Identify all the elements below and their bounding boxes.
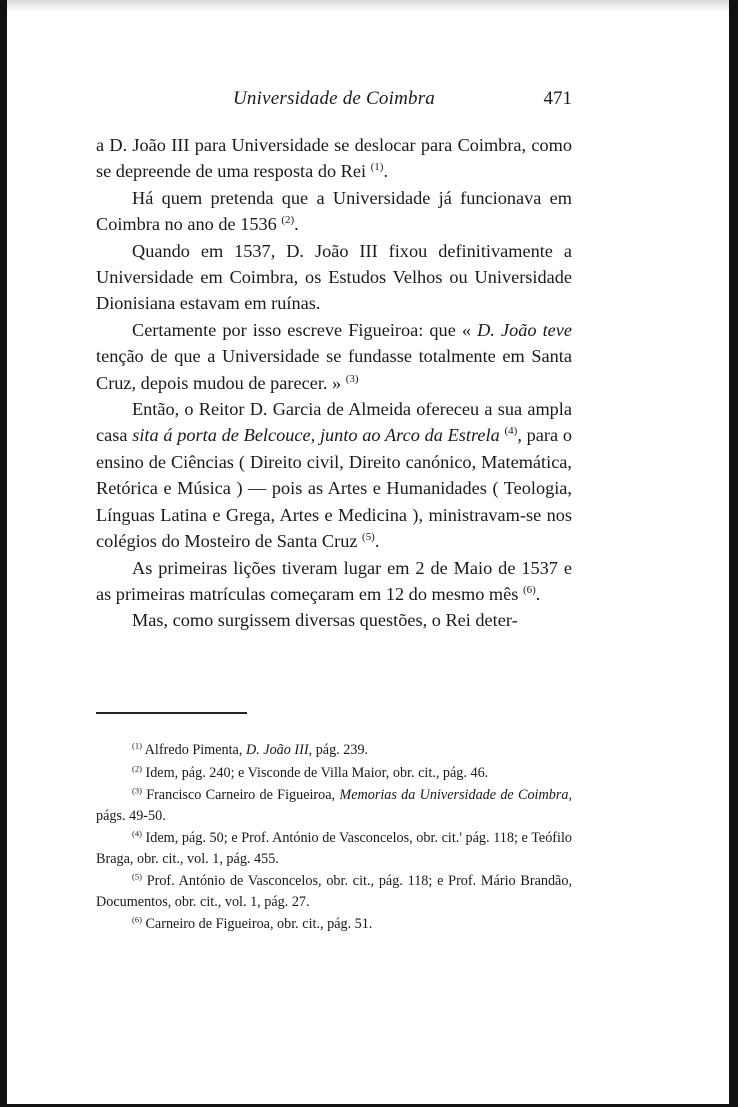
scan-border-left	[0, 0, 7, 1107]
footnote-number: (5)	[132, 871, 142, 882]
footnote-ref: (2)	[281, 214, 295, 227]
footnote-number: (1)	[132, 740, 142, 751]
footnote-number: (3)	[132, 785, 142, 796]
paragraph	[96, 317, 572, 396]
footnote-ref: (1)	[370, 161, 384, 174]
footnote	[96, 785, 572, 826]
footnote-ref: (5)	[362, 531, 375, 543]
paragraph	[96, 132, 572, 185]
footnote-number: (2)	[132, 762, 142, 773]
footnote	[96, 763, 572, 784]
paragraph-text: Mas, como surgissem diversas questões, o Rei deter-	[132, 610, 518, 631]
paragraph	[96, 396, 572, 554]
footnote-text: Francisco Carneiro de Figueiroa,	[141, 787, 340, 803]
paragraph-text: As primeiras lições tiveram lugar em 2 de Maio de 1537 e as primeiras matrículas começaram em 12 do mesmo mês	[96, 557, 572, 604]
paragraph-text: Então, o Reitor D. Garcia de Almeida ofereceu a sua ampla casa	[96, 399, 572, 446]
footnote	[96, 871, 572, 912]
paragraph-text: a D. João III para Universidade se deslocar para Coimbra, como se depreende de uma resposta do Rei	[96, 135, 572, 182]
footnote-text: Idem, pág. 240; e Visconde de Villa Maior, obr. cit., pág. 46.	[141, 764, 489, 781]
footnote-number: (4)	[132, 828, 142, 839]
scan-top-shade	[7, 0, 729, 12]
footnotes	[96, 740, 572, 937]
paragraph-text: tenção de que a Universidade se fundasse totalmente em Santa Cruz, depois mudou de parecer. »	[96, 346, 572, 393]
footnote-text: pág. 239.	[312, 742, 369, 758]
paragraph	[96, 555, 572, 608]
paragraph-text: Quando em 1537, D. João III fixou definitivamente a Universidade em Coimbra, os Estudos Velhos ou Universidade Dionisiana estavam em ruínas.	[96, 240, 572, 314]
running-title: Universidade de Coimbra	[233, 88, 435, 109]
italic-text: Memorias da Universidade de Coimbra,	[339, 787, 572, 803]
footnote-ref: (4)	[504, 425, 518, 438]
paragraph	[96, 185, 572, 238]
footnote	[96, 740, 572, 761]
footnote-text: Alfredo Pimenta,	[141, 742, 246, 758]
footnote	[96, 914, 572, 935]
paragraph-text: .	[294, 214, 299, 235]
paragraph	[96, 607, 572, 633]
footnote-ref: (3)	[345, 372, 359, 385]
italic-text: D. João teve	[477, 319, 572, 340]
footnote-number: (6)	[132, 914, 142, 925]
body-text	[96, 132, 572, 634]
footnote-text: págs. 49-50.	[96, 807, 166, 824]
scan-border-right	[729, 0, 738, 1107]
page-header	[96, 88, 572, 116]
paragraph-text: .	[383, 161, 389, 182]
footnote-divider	[96, 712, 247, 714]
paragraph	[96, 238, 572, 317]
italic-text: sita á porta de Belcouce, junto ao Arco da Estrela	[132, 425, 500, 446]
italic-text: D. João III,	[245, 742, 313, 758]
paragraph-text: Certamente por isso escreve Figueiroa: que «	[132, 319, 478, 340]
footnote-text: Carneiro de Figueiroa, obr. cit., pág. 51.	[141, 916, 373, 932]
paragraph-text: , para o ensino de Ciências ( Direito civil, Direito canónico, Matemática, Retórica e Música ) — pois as Artes e Humanidades ( Teologia, Línguas Latina e Grega, Artes e Medicina ), ministravam-se nos colégios do Mosteiro de Santa Cruz	[96, 425, 572, 552]
footnote-text: Prof. António de Vasconcelos, obr. cit., pág. 118; e Prof. Mário Brandão, Documentos, obr. cit., vol. 1, pág. 27.	[96, 873, 572, 910]
page-number: 471	[543, 88, 572, 109]
footnote	[96, 828, 572, 869]
footnote-text: Idem, pág. 50; e Prof. António de Vasconcelos, obr. cit.' pág. 118; e Teófilo Braga, obr. cit., vol. 1, pág. 455.	[96, 830, 572, 867]
paragraph-text: Há quem pretenda que a Universidade já funcionava em Coimbra no ano de 1536	[96, 187, 572, 235]
paragraph-text: .	[535, 583, 541, 604]
paragraph-text: .	[374, 531, 380, 552]
footnote-ref: (6)	[522, 583, 536, 596]
